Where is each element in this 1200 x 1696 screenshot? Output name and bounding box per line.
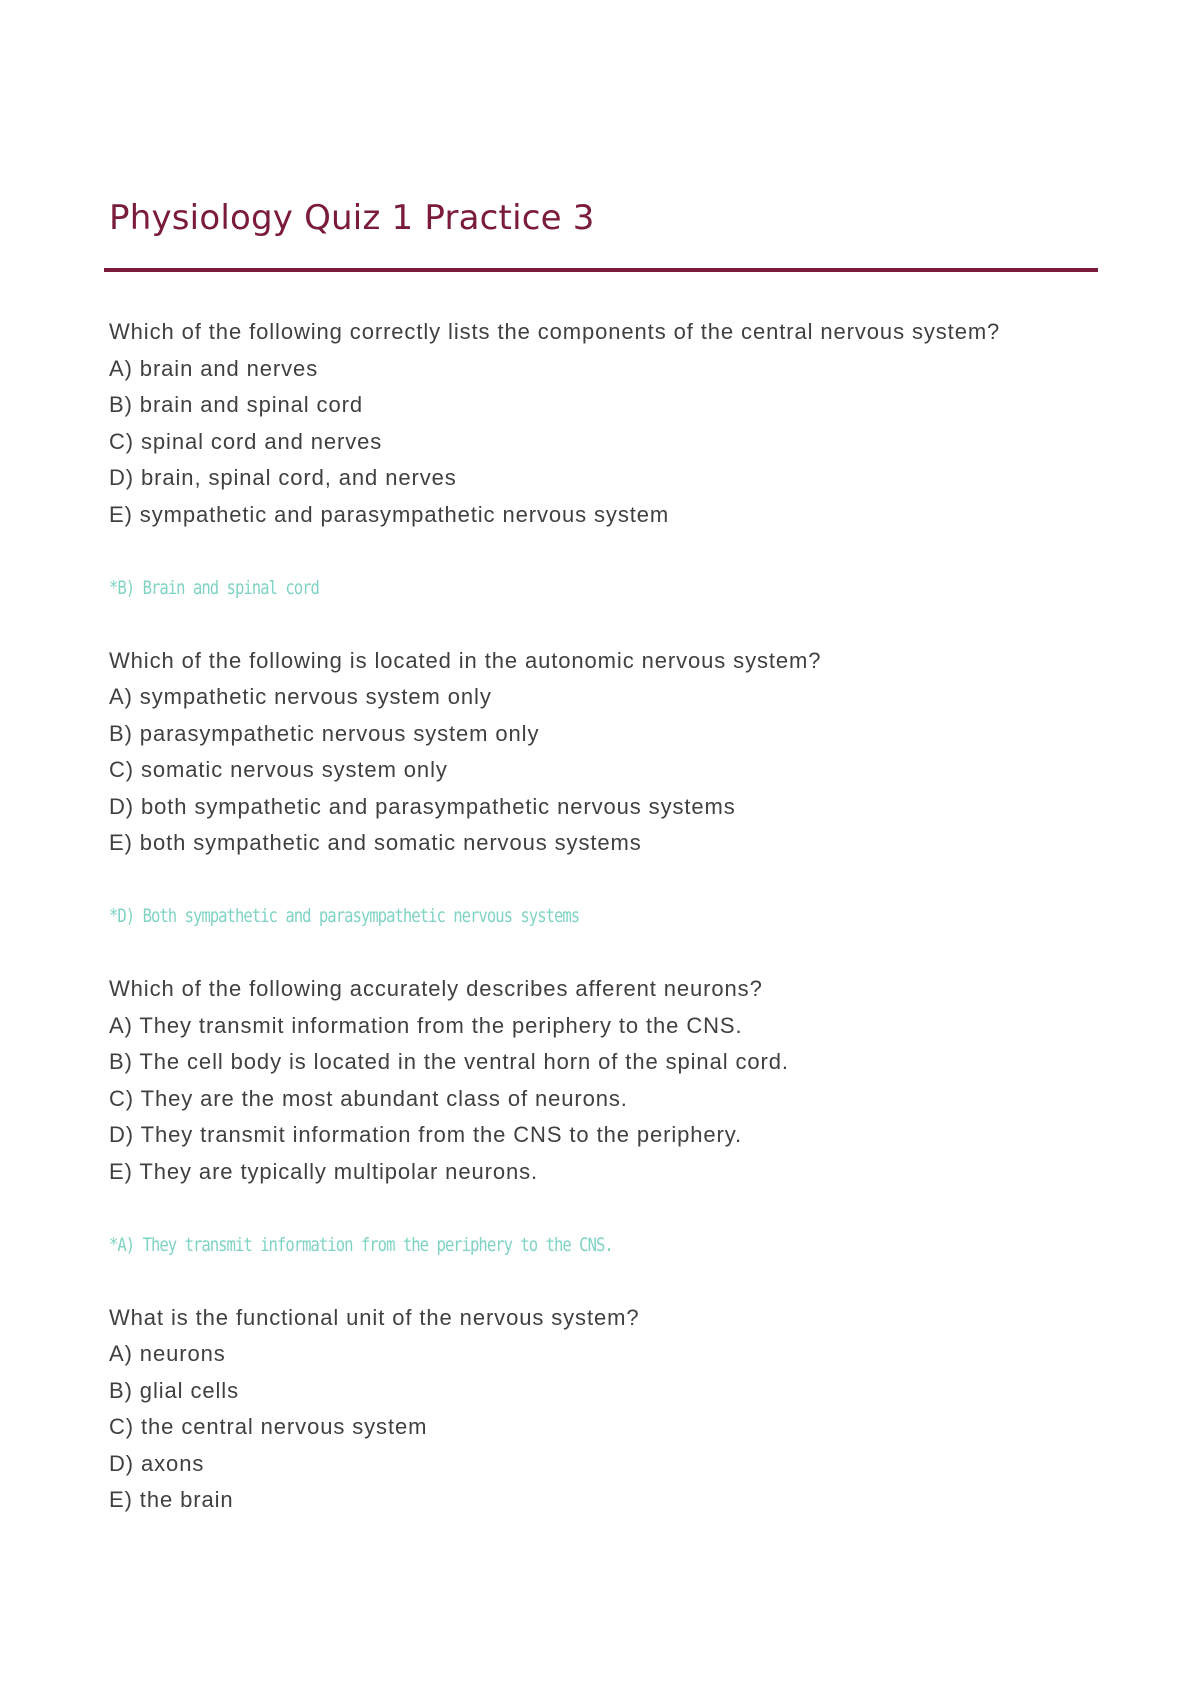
option-e: E) the brain [109,1487,234,1512]
option-e: E) sympathetic and parasympathetic nervous system [109,501,670,527]
answer-key: *B) Brain and spinal cord [109,576,319,599]
question-block-3 [109,971,1109,1263]
option-b: B) glial cells [109,1377,239,1403]
option-d: D) brain, spinal cord, and nerves [109,465,457,490]
option-a: A) They transmit information from the periphery to the CNS. [109,1012,743,1038]
option-a: A) neurons [109,1341,226,1366]
question-text: Which of the following is located in the autonomic nervous system? [109,647,822,673]
option-d: D) They transmit information from the CNS to the periphery. [109,1122,743,1147]
question-text: What is the functional unit of the nervous system? [109,1304,640,1330]
option-c: C) somatic nervous system only [109,757,448,782]
option-e: E) both sympathetic and somatic nervous systems [109,830,642,855]
question-block-1 [109,314,1109,606]
option-b: B) parasympathetic nervous system only [109,720,540,746]
option-b: B) brain and spinal cord [109,392,363,417]
option-a: A) brain and nerves [109,355,319,381]
option-b: B) The cell body is located in the ventral horn of the spinal cord. [109,1049,789,1074]
option-e: E) They are typically multipolar neurons. [109,1158,539,1184]
answer-key: *D) Both sympathetic and parasympathetic nervous systems [109,905,580,927]
quiz-content [109,314,1109,1519]
option-c: C) They are the most abundant class of neurons. [109,1085,628,1111]
question-text: Which of the following accurately describes afferent neurons? [109,976,763,1001]
option-c: C) the central nervous system [109,1414,428,1439]
question-block-4 [109,1300,1109,1519]
document-title: Physiology Quiz 1 Practice 3 [109,198,595,238]
question-text: Which of the following correctly lists the components of the central nervous system? [109,319,1001,344]
answer-key: *A) They transmit information from the periphery to the CNS. [109,1233,613,1256]
option-d: D) axons [109,1450,205,1476]
title-divider [104,268,1098,272]
question-block-2 [109,643,1109,935]
option-d: D) both sympathetic and parasympathetic nervous systems [109,793,736,819]
option-c: C) spinal cord and nerves [109,428,383,454]
option-a: A) sympathetic nervous system only [109,684,492,709]
